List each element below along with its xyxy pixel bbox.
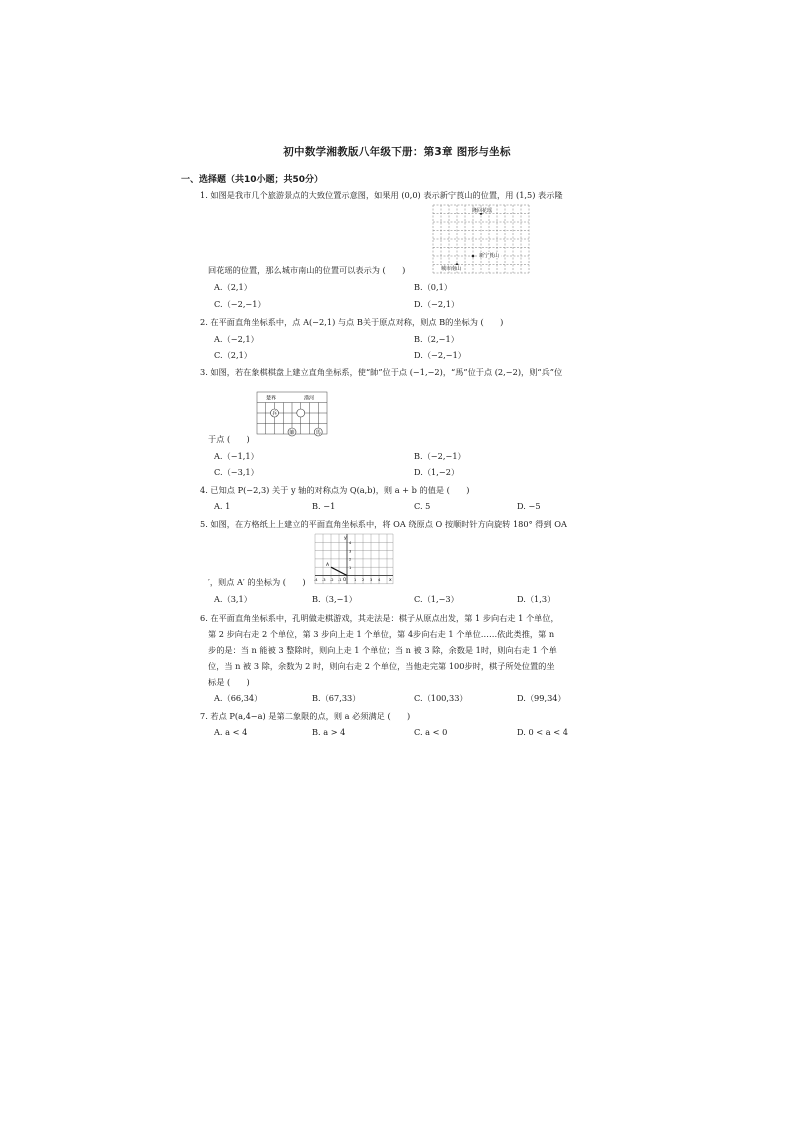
q1-option-d[interactable]: D.（−2,1） — [414, 299, 460, 309]
q2-option-a[interactable]: A.（−2,1） — [214, 334, 259, 344]
q6-stem-line-5: 标是 ( ) — [208, 677, 250, 687]
q3-stem-line-1: 3. 如图，若在象棋棋盘上建立直角坐标系，使“帥”位于点 (−1,−2)，“馬”位于点 (2,−2)，则“兵”位 — [200, 367, 563, 377]
q5-y-tick-3: 3 — [349, 549, 352, 554]
q3-piece-bing: 兵 — [271, 411, 278, 417]
q7-option-a[interactable]: A. a < 4 — [214, 727, 248, 737]
q5-origin-label: O — [343, 577, 347, 582]
q1-option-b[interactable]: B.（0,1） — [414, 282, 453, 292]
q1-option-c[interactable]: C.（−2,−1） — [214, 299, 266, 309]
q6-option-b[interactable]: B.（67,33） — [312, 693, 361, 703]
q5-option-c[interactable]: C.（1,−3） — [414, 594, 459, 604]
q4-option-a[interactable]: A. 1 — [214, 501, 231, 511]
q5-option-d[interactable]: D.（1,3） — [517, 594, 556, 604]
q5-x-tick-neg2: -2 — [330, 578, 334, 582]
q1-label-nanshan: 城市南山 — [440, 266, 462, 272]
q3-piece-ma: 馬 — [315, 430, 321, 436]
q1-label-xinning: 新宁莨山 — [478, 253, 500, 259]
section-heading: 一、选择题（共10小题；共50分） — [181, 175, 324, 185]
q6-option-a[interactable]: A.（66,34） — [214, 693, 263, 703]
q3-stem-line-2: 于点 ( ) — [208, 434, 250, 444]
q5-option-a[interactable]: A.（3,1） — [214, 594, 252, 604]
q5-x-tick-1: 1 — [354, 578, 357, 582]
q5-x-tick-4: 4 — [378, 578, 381, 582]
q5-point-a-label: A — [326, 563, 330, 568]
q7-option-b[interactable]: B. a > 4 — [312, 727, 346, 737]
q2-stem-line-1: 2. 在平面直角坐标系中，点 A(−2,1) 与点 B关于原点对称，则点 B的坐标为 ( ) — [200, 317, 504, 327]
q6-stem-line-1: 6. 在平面直角坐标系中，孔明做走棋游戏，其走法是：棋子从原点出发，第 1 步向右走 1 个单位， — [200, 613, 559, 623]
q1-stem-line-1: 1. 如图是我市几个旅游景点的大致位置示意图，如果用 (0,0) 表示新宁莨山的位置，用 (1,5) 表示隆 — [200, 190, 563, 200]
q6-stem-line-4: 位，当 n 被 3 除，余数为 2 时，则向右走 2 个单位，当他走完第 100步时，棋子所处位置的坐 — [208, 661, 555, 671]
q5-x-tick-neg3: -3 — [322, 578, 326, 582]
q3-chessboard-figure — [255, 386, 330, 438]
q5-option-b[interactable]: B.（3,−1） — [312, 594, 357, 604]
q2-option-b[interactable]: B.（2,−1） — [414, 334, 459, 344]
q6-option-c[interactable]: C.（100,33） — [414, 693, 468, 703]
q5-y-tick-4: 4 — [349, 541, 352, 545]
q4-option-d[interactable]: D. −5 — [517, 501, 541, 511]
q5-x-axis-label: x — [389, 578, 392, 583]
q4-option-c[interactable]: C. 5 — [414, 501, 431, 511]
q1-stem-line-2: 回花瑶的位置，那么城市南山的位置可以表示为 ( ) — [208, 265, 406, 275]
q5-y-axis-label: y — [344, 536, 347, 541]
q2-option-d[interactable]: D.（−2,−1） — [414, 350, 466, 360]
q6-option-d[interactable]: D.（99,34） — [517, 693, 566, 703]
q4-stem-line-1: 4. 已知点 P(−2,3) 关于 y 轴的对称点为 Q(a,b)，则 a + b 的值是 ( ) — [200, 485, 470, 495]
q4-option-b[interactable]: B. −1 — [312, 501, 336, 511]
q7-option-d[interactable]: D. 0 < a < 4 — [517, 727, 568, 737]
q7-option-c[interactable]: C. a < 0 — [414, 727, 448, 737]
q3-option-d[interactable]: D.（1,−2） — [414, 467, 460, 477]
q6-stem-line-2: 第 2 步向右走 2 个单位，第 3 步向上走 1 个单位，第 4步向右走 1 个单位……依此类推，第 n — [208, 629, 555, 639]
q1-label-longhui: 隆回花瑶 — [471, 208, 493, 214]
q3-label-hanhe: 漢河 — [303, 395, 315, 402]
q5-stem-line-2: ′，则点 A′ 的坐标为 ( ) — [208, 577, 306, 587]
q7-stem-line-1: 7. 若点 P(a,4−a) 是第二象限的点，则 a 必须满足 ( ) — [200, 711, 411, 721]
q1-option-a[interactable]: A.（2,1） — [214, 282, 252, 292]
q3-option-c[interactable]: C.（−3,1） — [214, 467, 259, 477]
q5-stem-line-1: 5. 如图，在方格纸上上建立的平面直角坐标系中，将 OA 绕原点 O 按顺时针方向旋转 180° 得到 OA — [200, 519, 567, 529]
q2-option-c[interactable]: C.（2,1） — [214, 350, 252, 360]
q5-x-tick-2: 2 — [362, 578, 365, 582]
q5-x-tick-neg1: -1 — [338, 578, 342, 582]
q5-x-tick-neg4: -4 — [314, 578, 318, 582]
q3-option-a[interactable]: A.（−1,1） — [214, 451, 259, 461]
q5-grid-figure — [314, 533, 394, 585]
q3-label-chujie: 楚界 — [265, 395, 277, 402]
q1-map-figure — [432, 204, 530, 274]
q3-piece-shuai: 帥 — [289, 430, 295, 436]
q3-option-b[interactable]: B.（−2,−1） — [414, 451, 466, 461]
page-title: 初中数学湘教版八年级下册：第3章 图形与坐标 — [283, 146, 511, 158]
q5-y-tick-2: 2 — [349, 557, 352, 562]
q6-stem-line-3: 步的是：当 n 能被 3 整除时，则向上走 1 个单位；当 n 被 3 除，余数是 1时，则向右走 1 个单 — [208, 645, 557, 655]
q5-y-tick-1: 1 — [349, 565, 352, 570]
q5-x-tick-3: 3 — [370, 578, 373, 582]
